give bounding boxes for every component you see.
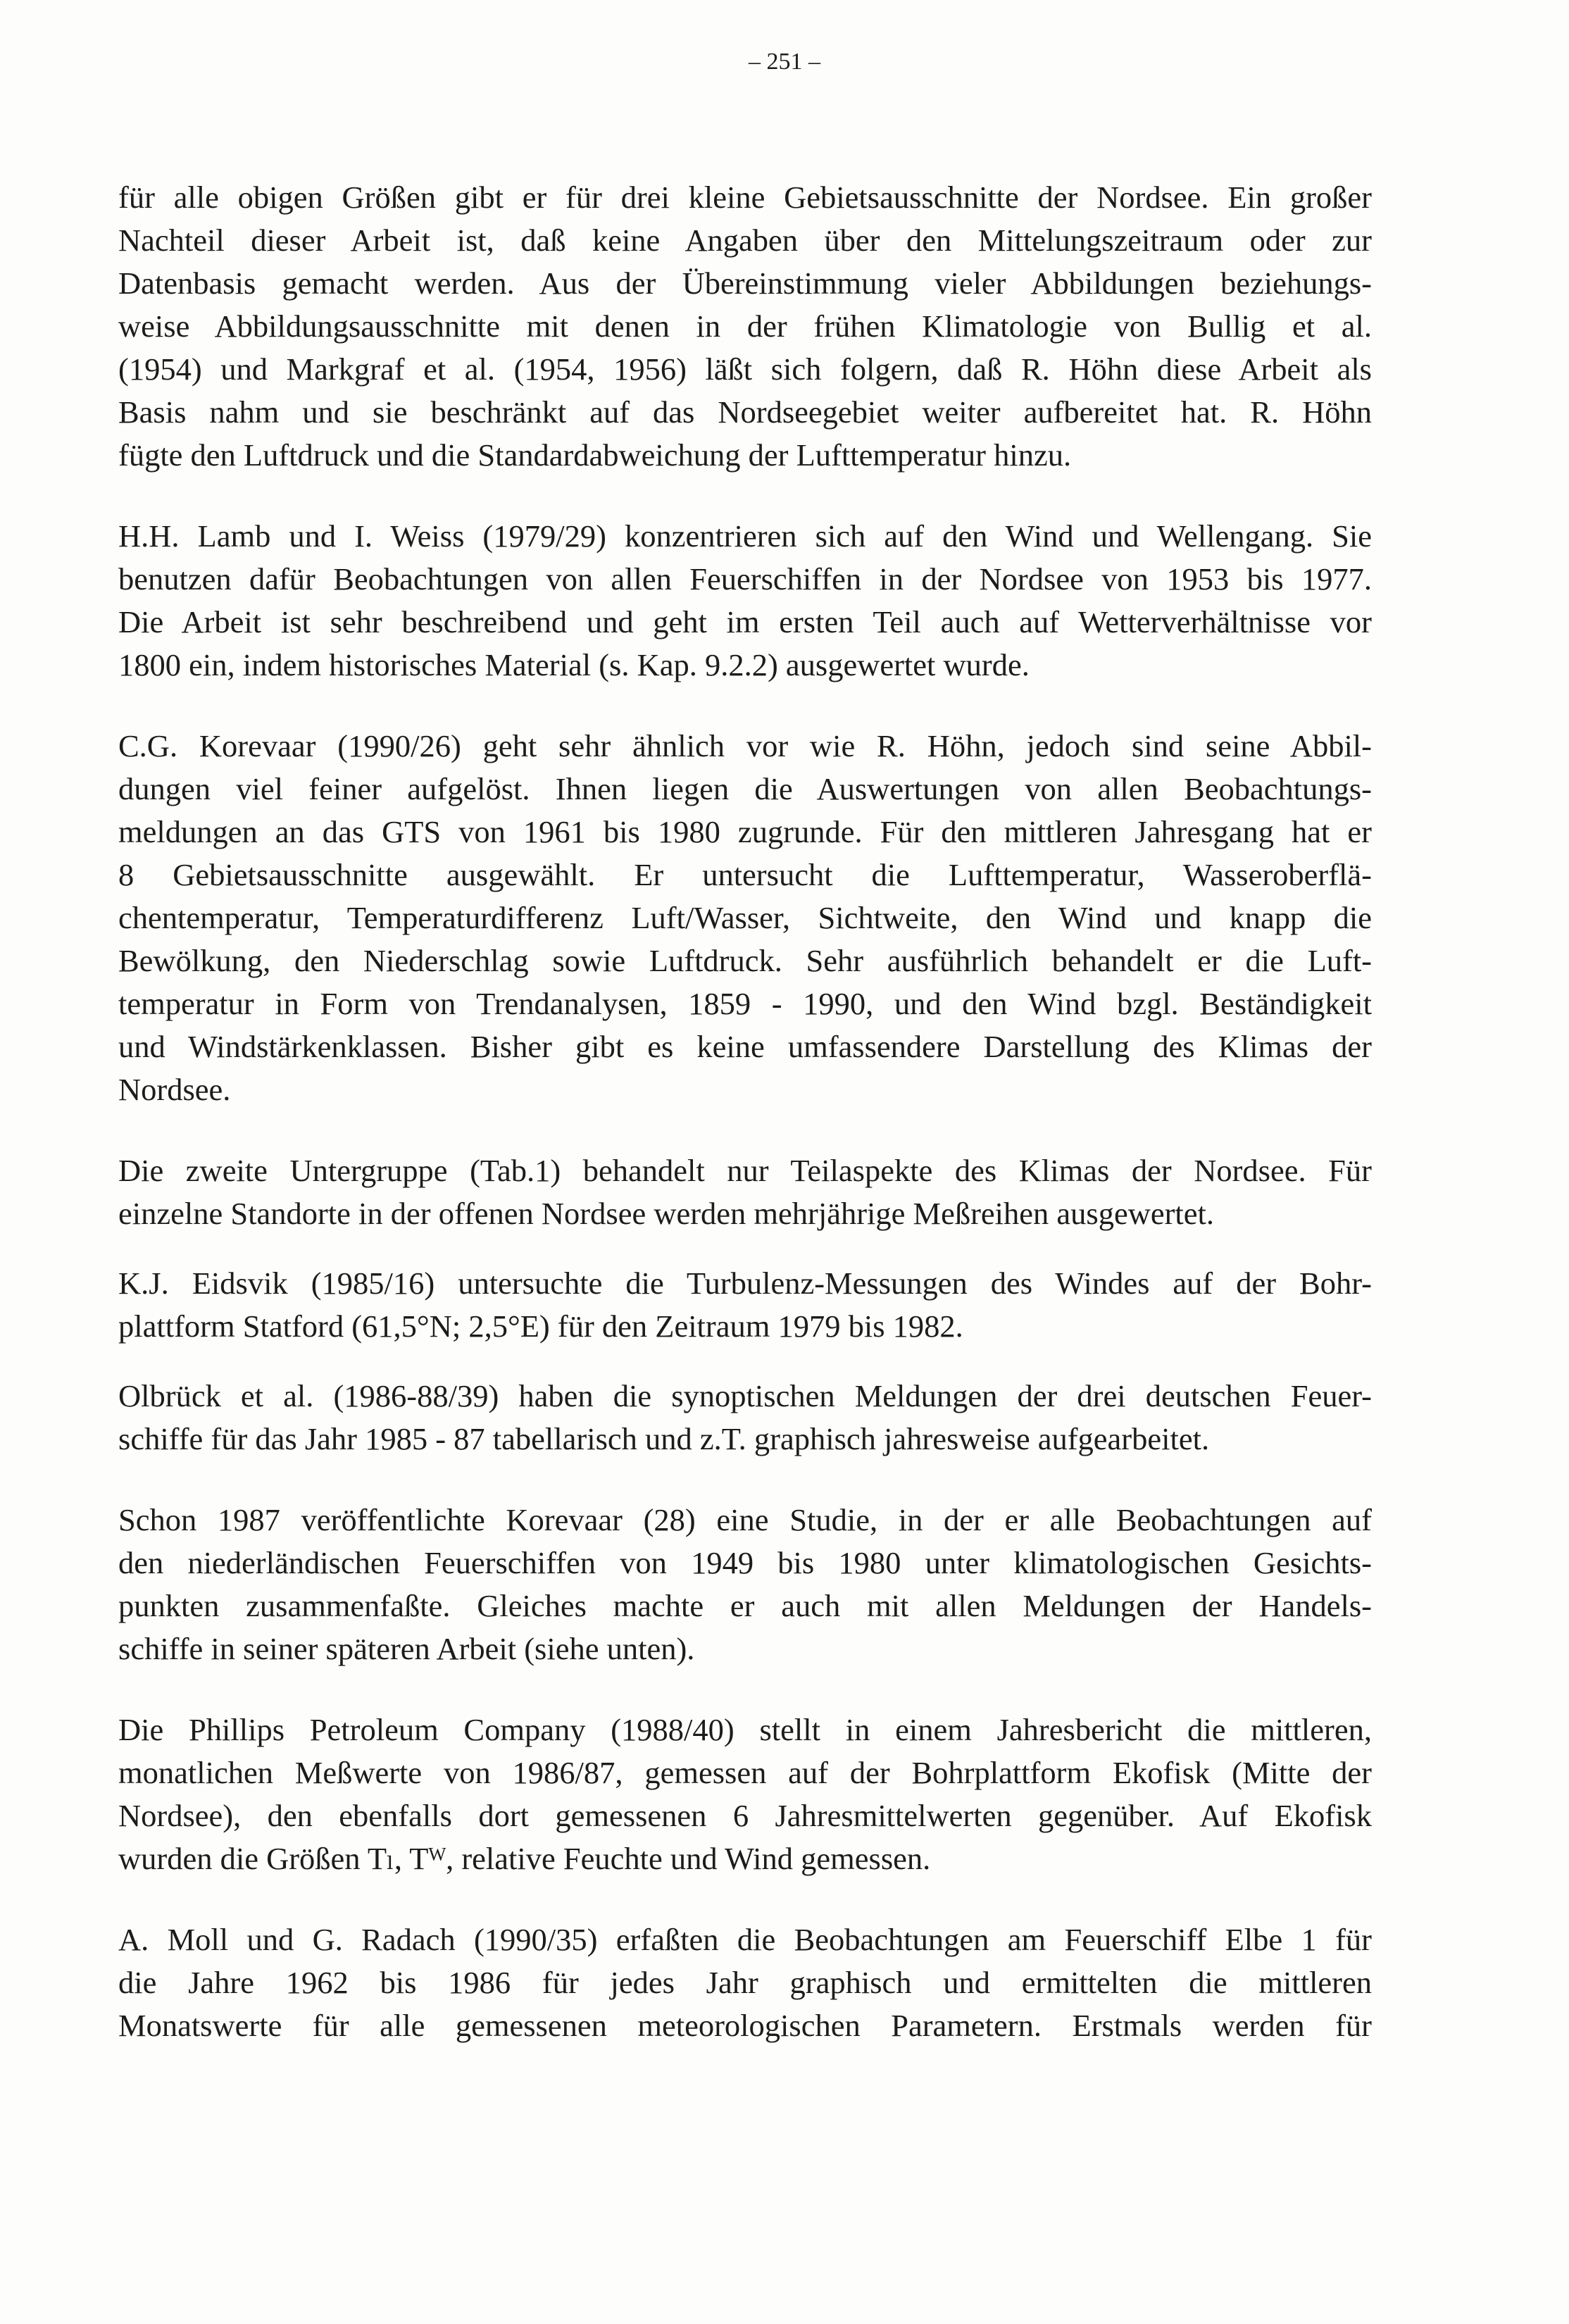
text-line: 8 Gebietsausschnitte ausgewählt. Er untersucht die Lufttemperatur, Wasseroberflä- (118, 857, 1372, 892)
paragraph-eidsvik (118, 1262, 1372, 1348)
text-line: meldungen an das GTS von 1961 bis 1980 zugrunde. Für den mittleren Jahresgang hat er (118, 814, 1372, 849)
text-line: Datenbasis gemacht werden. Aus der Übereinstimmung vieler Abbildungen beziehungs- (118, 265, 1372, 301)
text-line: Monatswerte für alle gemessenen meteorologischen Parametern. Erstmals werden für (118, 2008, 1372, 2043)
text-line: (1954) und Markgraf et al. (1954, 1956) läßt sich folgern, daß R. Höhn diese Arbeit als (118, 351, 1372, 387)
text-line: Die zweite Untergruppe (Tab.1) behandelt nur Teilaspekte des Klimas der Nordsee. Für (118, 1153, 1372, 1188)
paragraph-untergruppe (118, 1149, 1372, 1235)
text-line: chentemperatur, Temperaturdifferenz Luft/Wasser, Sichtweite, den Wind und knapp die (118, 900, 1372, 935)
text-line: weise Abbildungsausschnitte mit denen in der frühen Klimatologie von Bullig et al. (118, 308, 1372, 344)
text-line: für alle obigen Größen gibt er für drei kleine Gebietsausschnitte der Nordsee. Ein großer (118, 180, 1372, 215)
paragraph-korevaar (118, 725, 1372, 1111)
text-line: fügte den Luftdruck und die Standardabweichung der Lufttemperatur hinzu. (118, 437, 1072, 473)
text-line: schiffe in seiner späteren Arbeit (siehe unten). (118, 1631, 695, 1666)
text-line: 1800 ein, indem historisches Material (s. Kap. 9.2.2) ausgewertet wurde. (118, 647, 1030, 682)
text-line: die Jahre 1962 bis 1986 für jedes Jahr graphisch und ermittelten die mittleren (118, 1965, 1372, 2000)
paragraph-olbrueck (118, 1375, 1372, 1461)
text-line: Die Phillips Petroleum Company (1988/40) stellt in einem Jahresbericht die mittleren, (118, 1712, 1372, 1747)
text-line: punkten zusammenfaßte. Gleiches machte er auch mit allen Meldungen der Handels- (118, 1588, 1372, 1623)
paragraph-lamb-weiss (118, 515, 1372, 687)
text-line: und Windstärkenklassen. Bisher gibt es keine umfassendere Darstellung des Klimas der (118, 1029, 1372, 1064)
text-line: A. Moll und G. Radach (1990/35) erfaßten die Beobachtungen am Feuerschiff Elbe 1 für (118, 1922, 1372, 1957)
text-line: H.H. Lamb und I. Weiss (1979/29) konzentrieren sich auf den Wind und Wellengang. Sie (118, 518, 1372, 554)
text-line: monatlichen Meßwerte von 1986/87, gemessen auf der Bohrplattform Ekofisk (Mitte der (118, 1755, 1372, 1790)
text-line: Olbrück et al. (1986-88/39) haben die synoptischen Meldungen der drei deutschen Feuer- (118, 1378, 1372, 1413)
text-line: den niederländischen Feuerschiffen von 1949 bis 1980 unter klimatologischen Gesichts- (118, 1545, 1372, 1580)
paragraph-moll-radach (118, 1918, 1372, 2047)
body-text (118, 176, 1372, 2085)
text-line: C.G. Korevaar (1990/26) geht sehr ähnlich vor wie R. Höhn, jedoch sind seine Abbil- (118, 728, 1372, 763)
text-line: Schon 1987 veröffentlichte Korevaar (28) eine Studie, in der er alle Beobachtungen auf (118, 1502, 1372, 1537)
text-line: Basis nahm und sie beschränkt auf das Nordseegebiet weiter aufbereitet hat. R. Höhn (118, 394, 1372, 430)
text-line: Bewölkung, den Niederschlag sowie Luftdruck. Sehr ausführlich behandelt er die Luft- (118, 943, 1372, 978)
text-line: Die Arbeit ist sehr beschreibend und geht im ersten Teil auch auf Wetterverhältnisse vor (118, 604, 1372, 639)
paragraph-korevaar-1987 (118, 1499, 1372, 1670)
text-line: dungen viel feiner aufgelöst. Ihnen liegen die Auswertungen von allen Beobachtungs- (118, 771, 1372, 806)
text-line: benutzen dafür Beobachtungen von allen Feuerschiffen in der Nordsee von 1953 bis 1977. (118, 561, 1372, 596)
text-line: Nordsee), den ebenfalls dort gemessenen 6 Jahresmittelwerten gegenüber. Auf Ekofisk (118, 1798, 1372, 1833)
text-line: schiffe für das Jahr 1985 - 87 tabellarisch und z.T. graphisch jahresweise aufgearbeitet. (118, 1421, 1210, 1456)
text-line: plattform Statford (61,5°N; 2,5°E) für den Zeitraum 1979 bis 1982. (118, 1308, 963, 1344)
page-number: – 251 – (749, 49, 820, 75)
text-line: temperatur in Form von Trendanalysen, 1859 - 1990, und den Wind bzgl. Beständigkeit (118, 986, 1372, 1021)
text-line: K.J. Eidsvik (1985/16) untersuchte die Turbulenz-Messungen des Windes auf der Bohr- (118, 1266, 1372, 1301)
text-line: wurden die Größen Tₗ, Tᵂ, relative Feuchte und Wind gemessen. (118, 1841, 931, 1876)
paragraph-phillips (118, 1708, 1372, 1880)
paragraph-hoehn (118, 176, 1372, 477)
text-line: Nordsee. (118, 1072, 231, 1107)
text-line: Nachteil dieser Arbeit ist, daß keine Angaben über den Mittelungszeitraum oder zur (118, 223, 1372, 258)
text-line: einzelne Standorte in der offenen Nordsee werden mehrjährige Meßreihen ausgewertet. (118, 1196, 1215, 1231)
